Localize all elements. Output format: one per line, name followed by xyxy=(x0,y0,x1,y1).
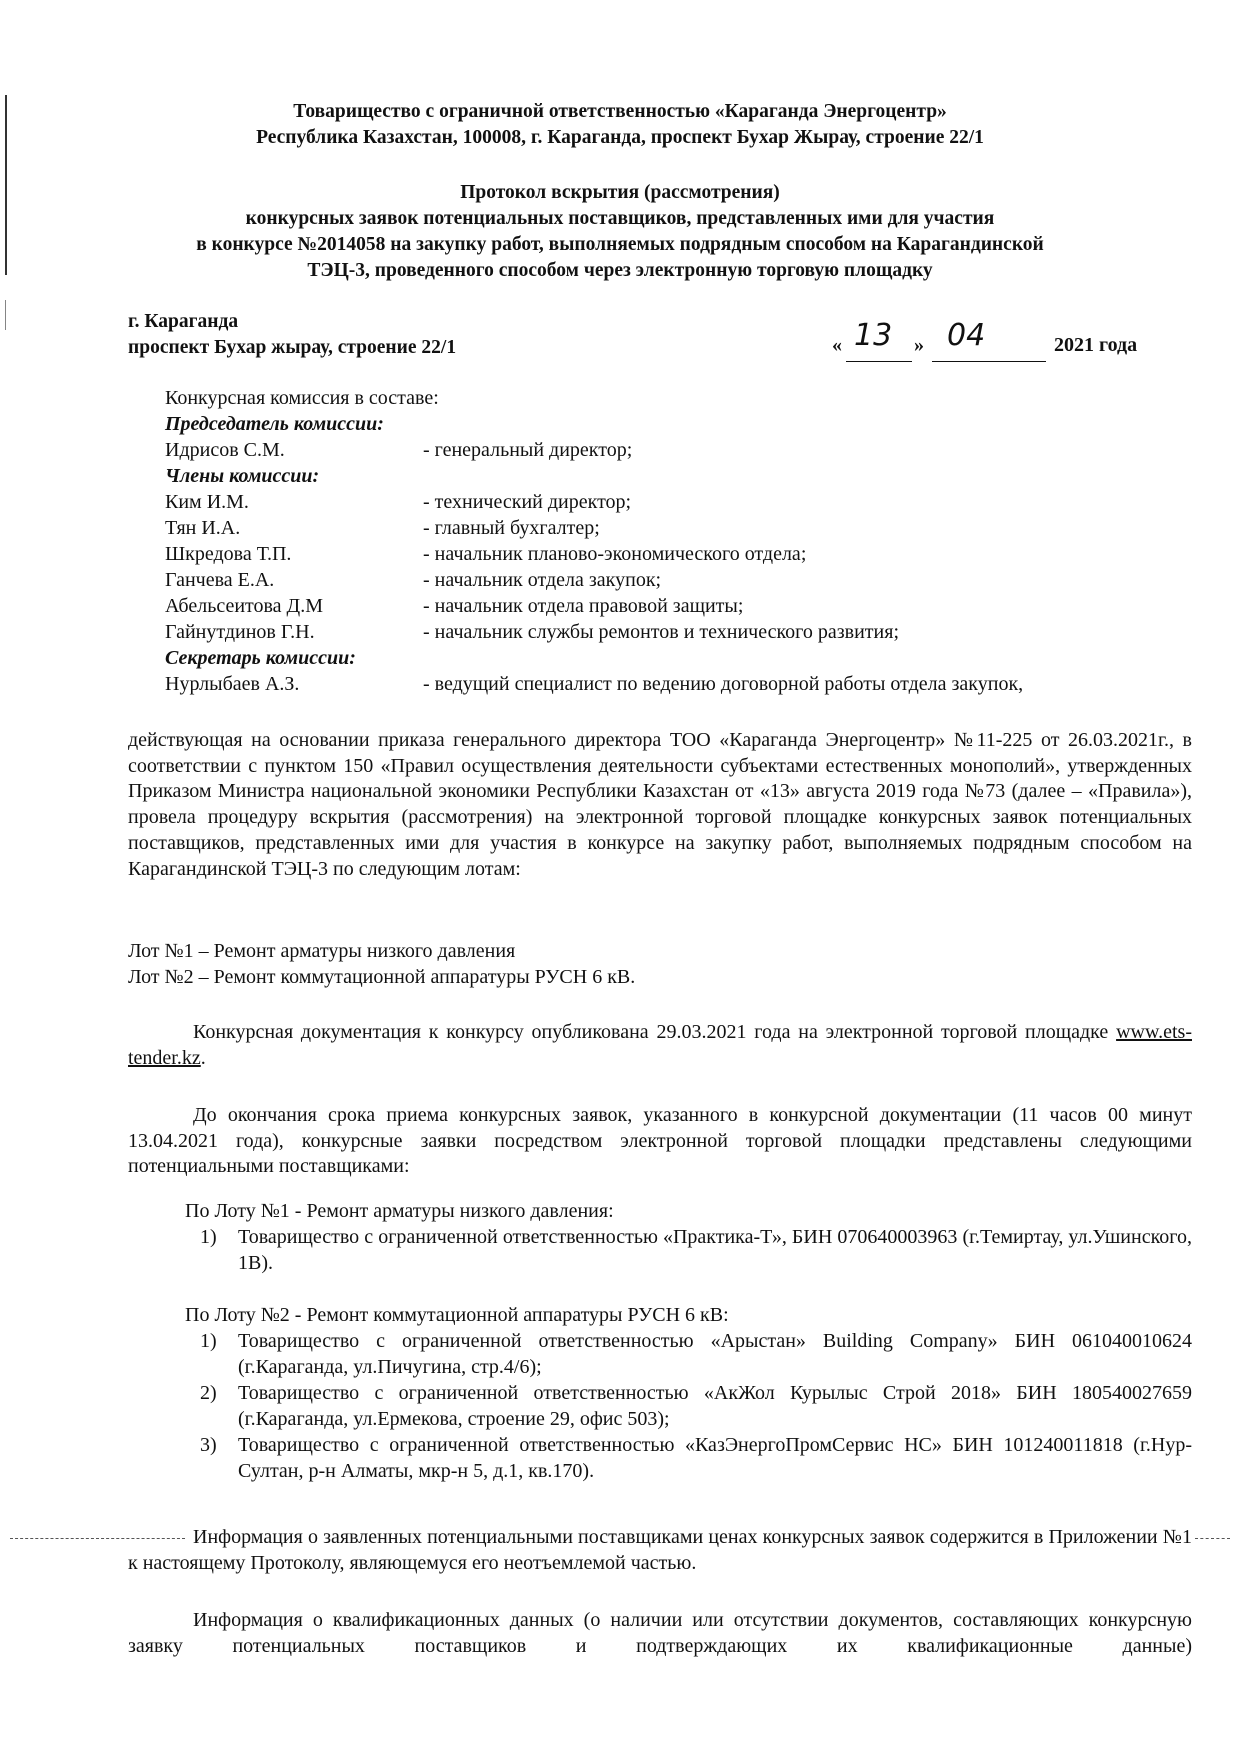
bid-text: Товарищество с ограниченной ответственностью «Арыстан» Building Company» БИН 061040010624 (г.Караганда, ул.Пичугина, стр.4/6); xyxy=(238,1330,1192,1378)
chair-row xyxy=(165,437,1165,463)
member-row xyxy=(165,489,1165,515)
place-city: г. Караганда xyxy=(128,311,239,332)
place-address: проспект Бухар жырау, строение 22/1 xyxy=(128,337,457,358)
member-position: - начальник отдела правовой защиты; xyxy=(423,595,744,617)
secretary-row xyxy=(165,671,1165,697)
members-heading: Члены комиссии: xyxy=(165,465,320,487)
date-day-underline xyxy=(846,361,912,362)
member-row xyxy=(165,541,1165,567)
member-row xyxy=(165,619,1165,645)
member-position: - начальник службы ремонтов и технического развития; xyxy=(423,621,899,643)
bid-number: 3) xyxy=(200,1434,217,1456)
member-position: - главный бухгалтер; xyxy=(423,517,600,539)
lot-2-bids-heading: По Лоту №2 - Ремонт коммутационной аппаратуры РУСН 6 кВ: xyxy=(185,1304,729,1326)
member-name: Шкредова Т.П. xyxy=(165,543,292,565)
member-row xyxy=(165,567,1165,593)
lot-label: Лот №1 xyxy=(128,940,194,962)
lot-title: – Ремонт арматуры низкого давления xyxy=(198,940,516,962)
lot-1-bids-heading: По Лоту №1 - Ремонт арматуры низкого давления: xyxy=(185,1200,614,1222)
protocol-subtitle-1: конкурсных заявок потенциальных поставщиков, представленных ими для участия xyxy=(245,208,995,229)
protocol-subtitle-3: ТЭЦ-3, проведенного способом через электронную торговую площадку xyxy=(307,260,933,281)
commission-intro: Конкурсная комиссия в составе: xyxy=(165,387,439,409)
publication-paragraph: Конкурсная документация к конкурсу опубликована 29.03.2021 года на электронной торговой площадке www.ets-tender.kz. xyxy=(128,1021,1192,1069)
date-open-quote: « xyxy=(832,334,842,356)
bid-number: 1) xyxy=(200,1226,217,1248)
prices-paragraph: Информация о заявленных потенциальными поставщиками ценах конкурсных заявок содержится в Приложении №1 к настоящему Протоколу, являющемуся его неотъемлемой частью. xyxy=(128,1526,1192,1574)
member-position: - начальник планово-экономического отдела; xyxy=(423,543,807,565)
member-position: - генеральный директор; xyxy=(423,439,633,461)
qualification-paragraph: Информация о квалификационных данных (о наличии или отсутствии документов, составляющих конкурсную заявку потенциальных поставщиков и подтверждающих их квалификационные данные) xyxy=(128,1609,1192,1657)
member-name: Ганчева Е.А. xyxy=(165,569,275,591)
date-year: 2021 года xyxy=(1054,334,1138,356)
lot-2-line xyxy=(128,964,635,990)
ets-tender-link[interactable]: www.ets-tender.kz xyxy=(128,1021,1192,1069)
member-position: - технический директор; xyxy=(423,491,632,513)
member-position: - ведущий специалист по ведению договорной работы отдела закупок, xyxy=(423,673,1024,695)
bid-number: 1) xyxy=(200,1330,217,1352)
scan-margin-line-2 xyxy=(5,300,6,330)
scan-margin-line xyxy=(5,95,7,275)
bid-text: Товарищество с ограниченной ответственностью «АкЖол Курылыс Строй 2018» БИН 180540027659 (г.Караганда, ул.Ермекова, строение 29, офис 503); xyxy=(238,1382,1192,1430)
deadline-paragraph: До окончания срока приема конкурсных заявок, указанного в конкурсной документации (11 часов 00 минут 13.04.2021 года), конкурсные заявки посредством электронной торговой площадки представлены следующими потенциальными поставщиками: xyxy=(128,1104,1192,1178)
protocol-subtitle-2: в конкурсе №2014058 на закупку работ, выполняемых подрядным способом на Карагандинской xyxy=(196,234,1044,255)
org-name-line: Товарищество с ограничной ответственностью «Караганда Энергоцентр» xyxy=(293,101,947,122)
lot-label: Лот №2 xyxy=(128,966,194,988)
date-close-quote: » xyxy=(914,334,924,356)
date-day-handwritten: 13 xyxy=(854,318,893,353)
scan-dashed-line-right xyxy=(1195,1538,1230,1539)
member-name: Идрисов С.М. xyxy=(165,439,285,461)
member-name: Тян И.А. xyxy=(165,517,241,539)
member-name: Абельсеитова Д.М xyxy=(165,595,323,617)
member-name: Нурлыбаев А.З. xyxy=(165,673,300,695)
date-line xyxy=(832,318,1152,358)
lot-1-line xyxy=(128,938,515,964)
protocol-title: Протокол вскрытия (рассмотрения) xyxy=(460,182,780,203)
chair-heading: Председатель комиссии: xyxy=(165,413,384,435)
date-month-handwritten: 04 xyxy=(947,318,986,353)
lot-title: – Ремонт коммутационной аппаратуры РУСН 6 кВ. xyxy=(198,966,636,988)
member-name: Гайнутдинов Г.Н. xyxy=(165,621,315,643)
member-position: - начальник отдела закупок; xyxy=(423,569,662,591)
date-month-underline xyxy=(932,361,1046,362)
bid-text: Товарищество с ограниченной ответственностью «КазЭнергоПромСервис НС» БИН 101240011818 (г.Нур-Султан, р-н Алматы, мкр-н 5, д.1, кв.170). xyxy=(238,1434,1192,1482)
bid-text: Товарищество с ограниченной ответственностью «Практика-Т», БИН 070640003963 (г.Темиртау, ул.Ушинского, 1В). xyxy=(238,1226,1192,1274)
bid-number: 2) xyxy=(200,1382,217,1404)
member-name: Ким И.М. xyxy=(165,491,249,513)
org-address-line: Республика Казахстан, 100008, г. Караганда, проспект Бухар Жырау, строение 22/1 xyxy=(256,127,984,148)
basis-paragraph: действующая на основании приказа генерального директора ТОО «Караганда Энергоцентр» №11-225 от 26.03.2021г., в соответствии с пунктом 150 «Правил осуществления деятельности субъектами естественных монополий», утвержденных Приказом Министра национальной экономики Республики Казахстан от «13» августа 2019 года №73 (далее – «Правила»), провела процедуру вскрытия (рассмотрения) на электронной торговой площадке конкурсных заявок потенциальных поставщиков, представленных ими для участия в конкурсе на закупку работ, выполняемых подрядным способом на Карагандинской ТЭЦ-3 по следующим лотам: xyxy=(128,729,1192,880)
member-row xyxy=(165,515,1165,541)
member-row xyxy=(165,593,1165,619)
secretary-heading: Секретарь комиссии: xyxy=(165,647,356,669)
